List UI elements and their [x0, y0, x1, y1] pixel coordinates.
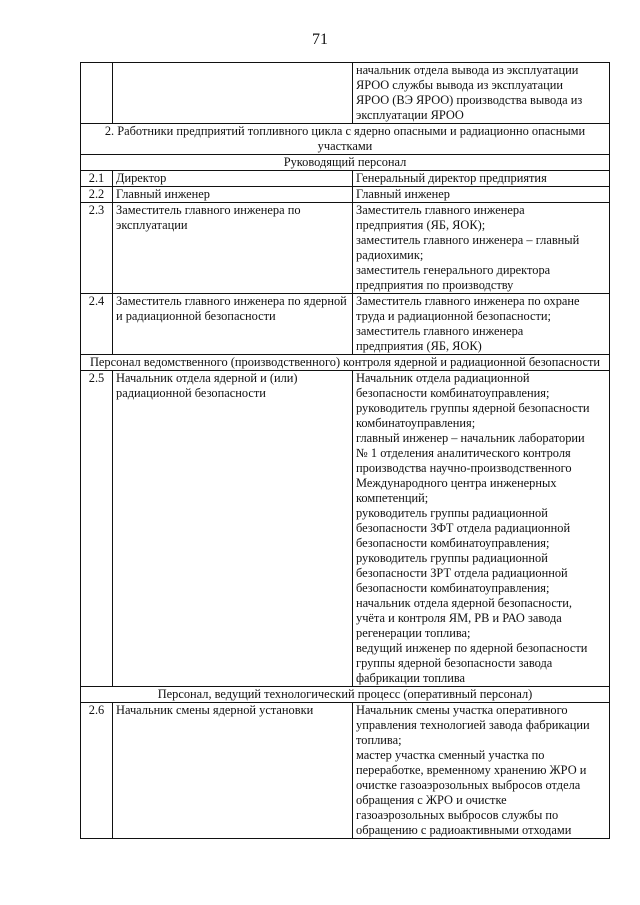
row-number: 2.2: [81, 187, 113, 203]
table-row: [81, 187, 610, 203]
equivalent-line: обращения с ЖРО и очистке: [356, 793, 507, 807]
qualification-table: [80, 62, 610, 839]
equivalent-line: очистке газоаэрозольных выбросов отдела: [356, 778, 581, 792]
row-position: Главный инженер: [113, 187, 353, 203]
table-row-continuation: [81, 63, 610, 124]
group-title-operational: Персонал, ведущий технологический процесс (оперативный персонал): [81, 687, 610, 703]
equivalent-line: управления технологией завода фабрикации: [356, 718, 590, 732]
row-equivalent: [353, 294, 610, 355]
row-position: Заместитель главного инженера по ядерной и радиационной безопасности: [113, 294, 353, 355]
row-number: 2.1: [81, 171, 113, 187]
equivalent-line: Международного центра инженерных: [356, 476, 557, 490]
equivalent-line: главный инженер – начальник лаборатории: [356, 431, 585, 445]
row-number: 2.3: [81, 203, 113, 294]
equivalent-line: заместитель генерального директора: [356, 263, 551, 277]
equivalent-line: регенерации топлива;: [356, 626, 471, 640]
equivalent-line: предприятия (ЯБ, ЯОК): [356, 339, 482, 353]
equivalent-line: Главный инженер: [356, 187, 450, 201]
equivalent-line: фабрикации топлива: [356, 671, 466, 685]
equivalent-line: предприятия (ЯБ, ЯОК);: [356, 218, 486, 232]
row-position: Заместитель главного инженера по эксплуатации: [113, 203, 353, 294]
row-position: Начальник отдела ядерной и (или) радиационной безопасности: [113, 371, 353, 687]
equivalent-line: ЯРОО (ВЭ ЯРОО) производства вывода из: [356, 93, 583, 107]
equivalent-line: Заместитель главного инженера по охране: [356, 294, 580, 308]
cell-position: [113, 63, 353, 124]
equivalent-line: ведущий инженер по ядерной безопасности: [356, 641, 588, 655]
equivalent-line: Заместитель главного инженера: [356, 203, 525, 217]
cell-equivalent: [353, 63, 610, 124]
equivalent-line: заместитель главного инженера – главный: [356, 233, 580, 247]
row-number: 2.5: [81, 371, 113, 687]
equivalent-line: производства научно-производственного: [356, 461, 572, 475]
row-equivalent: [353, 203, 610, 294]
table-row: [81, 371, 610, 687]
equivalent-line: руководитель группы радиационной: [356, 551, 548, 565]
table-row: [81, 203, 610, 294]
table-row: [81, 171, 610, 187]
equivalent-line: мастер участка сменный участка по: [356, 748, 545, 762]
row-position: Директор: [113, 171, 353, 187]
equivalent-line: топлива;: [356, 733, 402, 747]
row-position: Начальник смены ядерной установки: [113, 703, 353, 839]
equivalent-line: ЯРОО службы вывода из эксплуатации: [356, 78, 563, 92]
equivalent-line: труда и радиационной безопасности;: [356, 309, 551, 323]
equivalent-line: Начальник смены участка оперативного: [356, 703, 568, 717]
equivalent-line: эксплуатации ЯРОО: [356, 108, 464, 122]
equivalent-line: безопасности комбинатоуправления;: [356, 536, 550, 550]
equivalent-line: безопасности комбинатоуправления;: [356, 386, 550, 400]
equivalent-line: обращению с радиоактивными отходами: [356, 823, 572, 837]
group-title-control: Персонал ведомственного (производственного) контроля ядерной и радиационной безопасности: [81, 355, 610, 371]
row-equivalent: [353, 187, 610, 203]
row-number: 2.6: [81, 703, 113, 839]
equivalent-line: учёта и контроля ЯМ, РВ и РАО завода: [356, 611, 562, 625]
equivalent-line: безопасности ЗФТ отдела радиационной: [356, 521, 571, 535]
equivalent-line: газоаэрозольных выбросов службы по: [356, 808, 559, 822]
equivalent-line: Начальник отдела радиационной: [356, 371, 530, 385]
section-title: 2. Работники предприятий топливного цикла с ядерно опасными и радиационно опасными участками: [81, 124, 610, 155]
equivalent-line: Генеральный директор предприятия: [356, 171, 547, 185]
row-equivalent: [353, 703, 610, 839]
group-row: [81, 687, 610, 703]
page-number: 71: [312, 31, 328, 48]
equivalent-line: начальник отдела ядерной безопасности,: [356, 596, 573, 610]
table-row: [81, 294, 610, 355]
equivalent-line: безопасности комбинатоуправления;: [356, 581, 550, 595]
equivalent-line: компетенций;: [356, 491, 429, 505]
table-row: [81, 703, 610, 839]
row-equivalent: [353, 171, 610, 187]
row-number: 2.4: [81, 294, 113, 355]
equivalent-line: № 1 отделения аналитического контроля: [356, 446, 571, 460]
equivalent-line: руководитель группы ядерной безопасности: [356, 401, 590, 415]
group-row: [81, 155, 610, 171]
section-row: [81, 124, 610, 155]
equivalent-line: заместитель главного инженера: [356, 324, 524, 338]
group-row: [81, 355, 610, 371]
equivalent-line: предприятия по производству: [356, 278, 514, 292]
equivalent-line: руководитель группы радиационной: [356, 506, 548, 520]
cell-num: [81, 63, 113, 124]
equivalent-line: радиохимик;: [356, 248, 424, 262]
equivalent-line: комбинатоуправления;: [356, 416, 476, 430]
group-title-management: Руководящий персонал: [81, 155, 610, 171]
equivalent-line: безопасности ЗРТ отдела радиационной: [356, 566, 568, 580]
equivalent-line: переработке, временному хранению ЖРО и: [356, 763, 587, 777]
equivalent-line: начальник отдела вывода из эксплуатации: [356, 63, 579, 77]
equivalent-line: группы ядерной безопасности завода: [356, 656, 553, 670]
row-equivalent: [353, 371, 610, 687]
